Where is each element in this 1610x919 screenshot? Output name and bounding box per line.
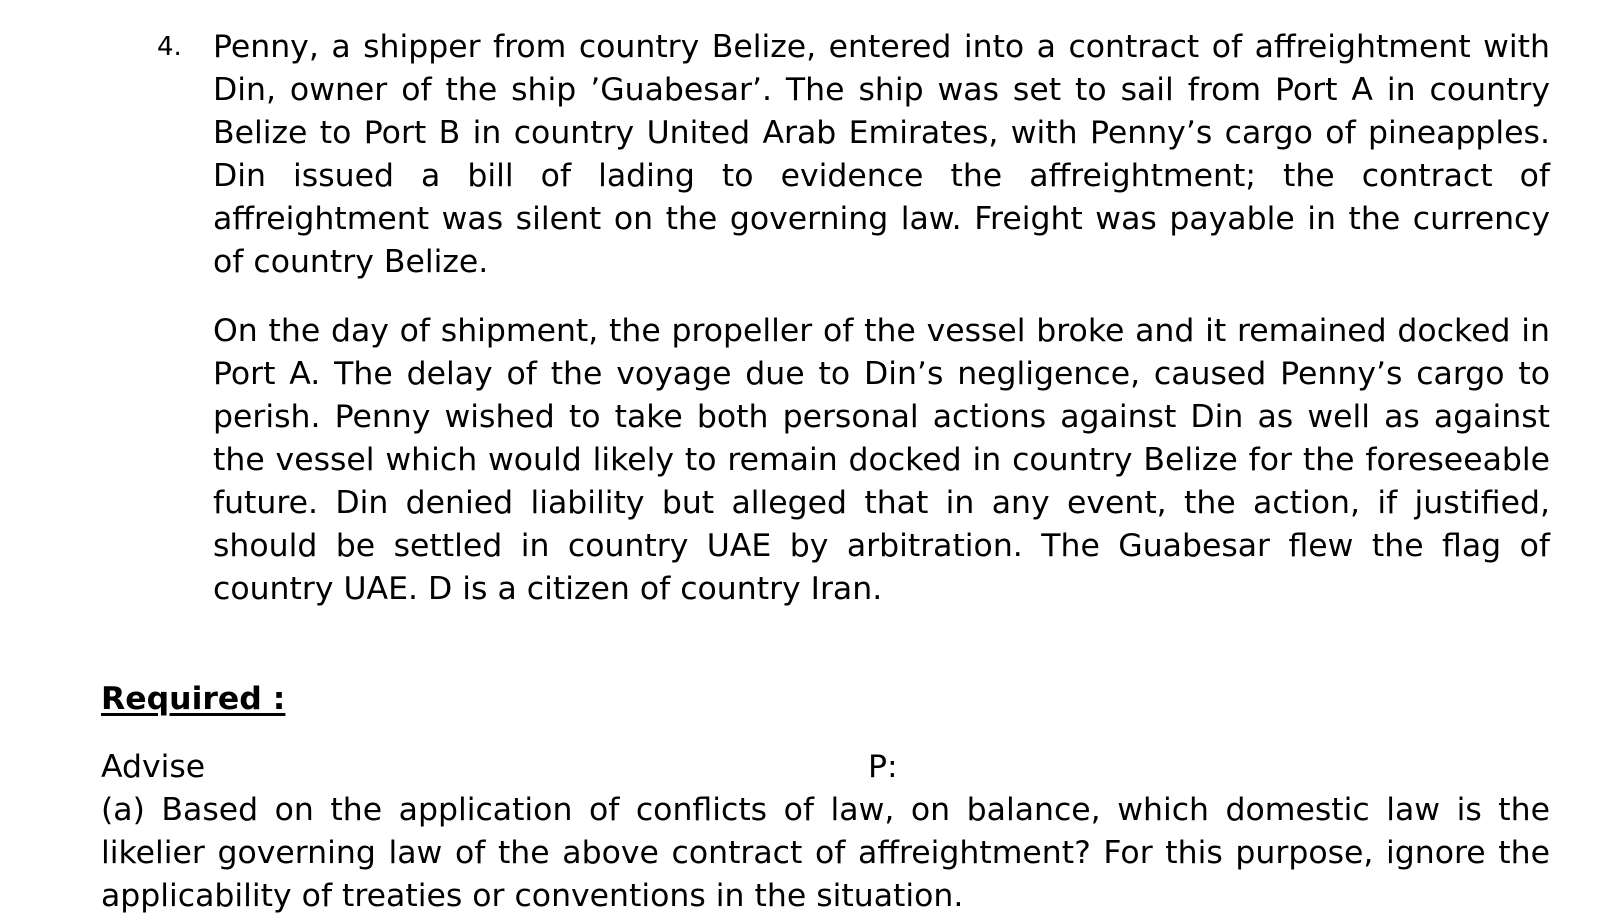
advise-line [101, 746, 1550, 789]
scenario-paragraph-1: Penny, a shipper from country Belize, entered into a contract of affreightment with Din, owner of the ship ’Guabesar’. The ship was set to sail from Port A in country Belize to Port B in country United Arab Emirates, with Penny’s cargo of pineapples. Din issued a bill of lading to evidence the affreightment; the contract of affreightment was silent on the governing law. Freight was payable in the currency of country Belize. [213, 29, 1550, 280]
required-heading: Required : [101, 681, 286, 717]
question-part-a: (a) Based on the application of conflicts of law, on balance, which domestic law is the likelier governing law of the above contract of affreightment? For this purpose, ignore the applicability of treaties or conventions in the situation. [101, 792, 1550, 914]
scenario-paragraph-2: On the day of shipment, the propeller of the vessel broke and it remained docked in Port A. The delay of the voyage due to Din’s negligence, caused Penny’s cargo to perish. Penny wished to take both personal actions against Din as well as against the vessel which would likely to remain docked in country Belize for the foreseeable future. Din denied liability but alleged that in any event, the action, if justified, should be settled in country UAE by arbitration. The Guabesar flew the flag of country UAE. D is a citizen of country Iran. [213, 313, 1550, 607]
question-number: 4. [157, 32, 182, 62]
advise-label: Advise [101, 749, 206, 785]
advise-target: P: [868, 749, 898, 785]
